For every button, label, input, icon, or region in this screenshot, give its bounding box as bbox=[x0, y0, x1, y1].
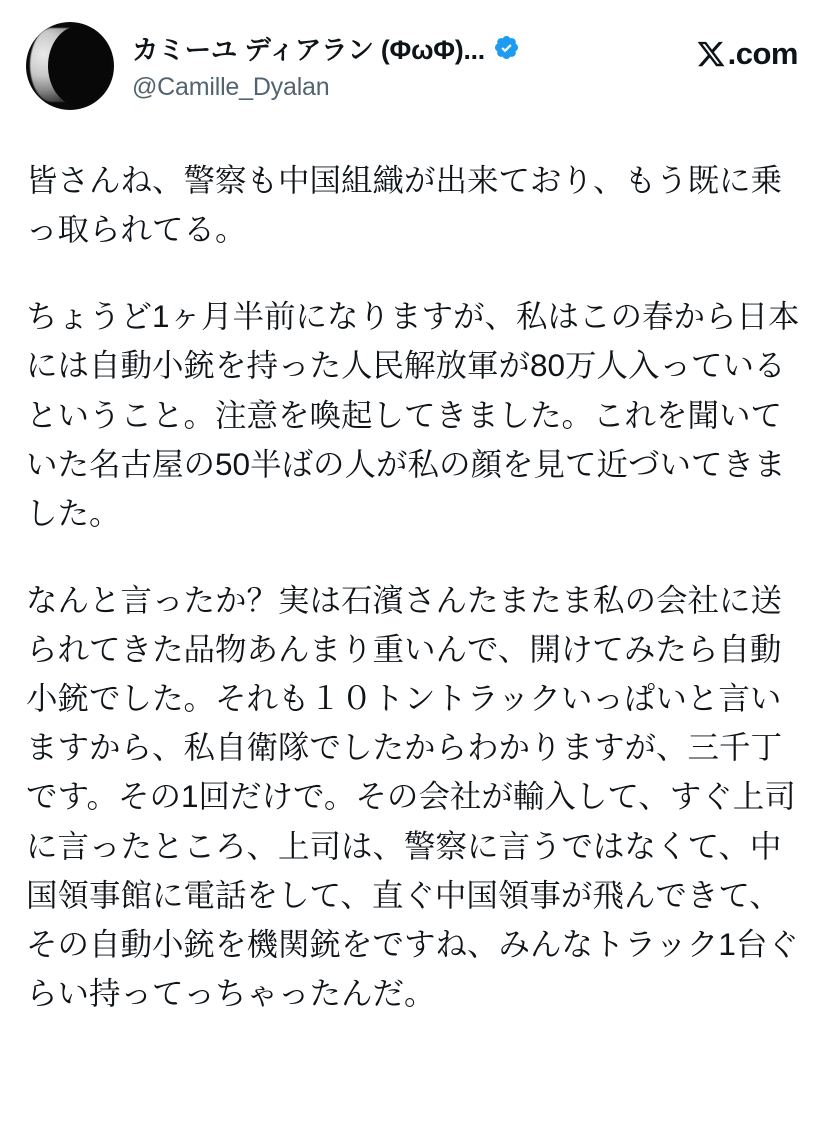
author-handle[interactable]: @Camille_Dyalan bbox=[132, 73, 330, 101]
verified-badge-icon bbox=[493, 34, 520, 61]
author-identity bbox=[132, 22, 678, 102]
tweet-paragraph: なんと言ったか？実は石濱さんたまたま私の会社に送られてきた品物あんまり重いんで、開けてみたら自動小銃でした。それも１０トントラックいっぱいと言いますから、私自衛隊でしたからわかりますが、三千丁です。その1回だけで。その会社が輸入して、すぐ上司に言ったところ、上司は、警察に言うではなくて、中国領事館に電話をして、直ぐ中国領事が飛んできて、その自動小銃を機関銃をですね、みんなトラック1台ぐらい持ってっちゃったんだ。 bbox=[26, 581, 799, 1011]
x-brand-suffix: .com bbox=[727, 36, 798, 71]
tweet-text bbox=[26, 156, 802, 1018]
tweet-paragraph: ちょうど1ヶ月半前になりますが、私はこの春から日本には自動小銃を持った人民解放軍が80万人入っているということ。注意を喚起してきました。これを聞いていた名古屋の50半ばの人が私の顔を見て近づいてきました。 bbox=[26, 298, 800, 531]
avatar[interactable] bbox=[26, 22, 114, 110]
x-brand bbox=[696, 22, 802, 72]
tweet-paragraph: 皆さんね、警察も中国組織が出来ており、もう既に乗っ取られてる。 bbox=[26, 162, 783, 248]
author-display-name[interactable]: カミーユ ディアラン (ΦωΦ)... bbox=[132, 35, 485, 65]
tweet-header bbox=[26, 18, 802, 110]
x-logo-icon bbox=[696, 39, 726, 69]
author-name-row bbox=[132, 28, 678, 67]
